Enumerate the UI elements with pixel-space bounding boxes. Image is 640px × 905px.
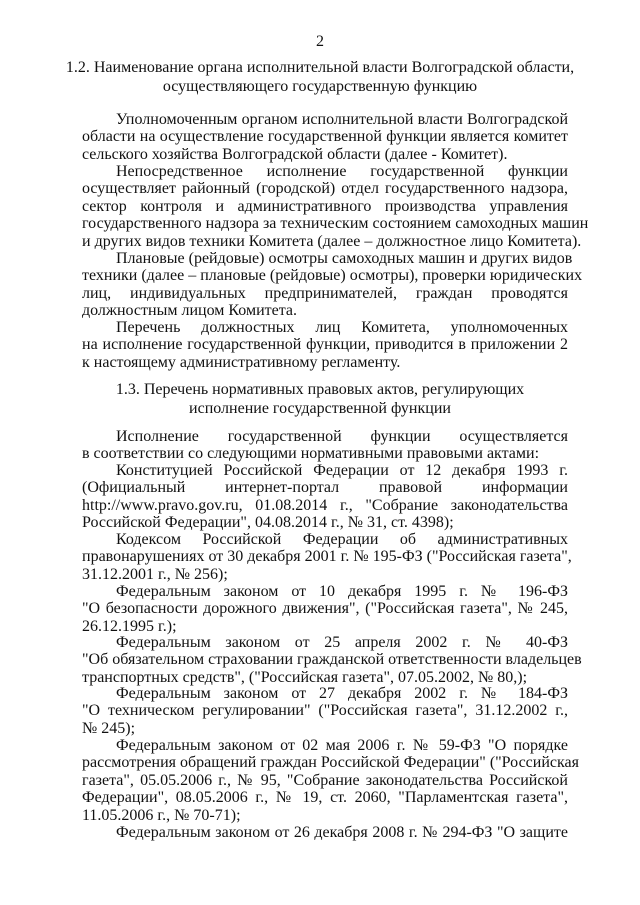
text-line: Федеральным законом от 27 декабря 2002 г. № 184-ФЗ [116,685,568,702]
text-line: 26.12.1995 г.); [82,617,177,635]
text-line: осуществляет районный (городской) отдел государственного надзора, [82,180,568,198]
paragraph-planned-inspections [82,250,583,320]
text-line: лиц, индивидуальных предпринимателей, граждан проводятся [82,284,568,302]
act-road-safety-law [82,583,568,635]
text-line: сектор контроля и административного производства управления [82,197,568,215]
text-line: 31.12.2001 г., № 256); [82,565,228,583]
heading-line: 1.2. Наименование органа исполнительной власти Волгоградской области, [65,59,575,76]
text-line: правонарушениях от 30 декабря 2001 г. № 195-ФЗ ("Российская газета", [82,548,572,566]
text-line: Конституцией Российской Федерации от 12 декабря 1993 г. [116,462,568,479]
text-line: должностным лицом Комитета. [82,302,298,320]
text-line: Плановые (рейдовые) осмотры самоходных машин и других видов [116,250,573,267]
heading-line: осуществляющего государственную функцию [162,78,478,95]
paragraph-officials-list [82,319,568,371]
text-line: Непосредственное исполнение государственной функции [116,163,568,180]
text-line: Кодексом Российской Федерации об административных [116,531,568,548]
section-heading-1-2 [64,58,576,96]
text-line: Федеральным законом от 02 мая 2006 г. № 59-ФЗ "О порядке [116,737,568,754]
act-protection-law [82,824,568,841]
text-line: и других видов техники Комитета (далее – должностное лицо Комитета). [82,232,582,250]
act-technical-regulation-law [82,685,568,737]
text-line: техники (далее – плановые (рейдовые) осмотры), проверки юридических [82,267,583,285]
text-line: транспортных средств", ("Российская газета", 07.05.2002, № 80,); [82,668,528,686]
act-constitution [82,462,568,532]
text-line: "О техническом регулировании" ("Российская газета", 31.12.2002 г., [82,702,568,720]
paragraph-direct-execution [82,163,589,250]
text-line: Уполномоченным органом исполнительной власти Волгоградской [116,111,568,128]
text-line: в соответствии со следующими нормативными правовыми актами: [82,445,540,463]
text-line: газета", 05.05.2006 г., № 95, "Собрание законодательства Российской [82,771,568,789]
act-administrative-code [82,531,572,583]
text-line: Российской Федерации", 04.08.2014 г., № 31, ст. 4398); [82,514,454,532]
text-line: Федеральным законом от 26 декабря 2008 г. № 294-ФЗ "О защите [116,824,568,841]
text-line: Перечень должностных лиц Комитета, уполномоченных [116,319,568,336]
text-line: сельского хозяйства Волгоградской области (далее - Комитет). [82,145,508,163]
text-line: "О безопасности дорожного движения", ("Российская газета", № 245, [82,600,568,618]
text-line: области на осуществление государственной функции является комитет [82,128,568,146]
text-line: Федеральным законом от 10 декабря 1995 г. № 196-ФЗ [116,583,568,600]
text-line: Исполнение государственной функции осуществляется [116,428,568,445]
text-line: (Официальный интернет-портал правовой информации [82,479,568,497]
paragraph-authorized-body [82,111,568,163]
text-line: государственного надзора за техническим состоянием самоходных машин [82,215,589,233]
text-line: Федеральным законом от 25 апреля 2002 г. № 40-ФЗ [116,634,568,651]
text-line: рассмотрения обращений граждан Российской Федерации" ("Российская [82,754,579,772]
act-insurance-law [82,634,582,686]
section-heading-1-3 [64,380,576,418]
paragraph-legal-basis-intro [82,428,568,463]
text-line: к настоящему административному регламенту. [82,353,401,371]
heading-line: 1.3. Перечень нормативных правовых актов, регулирующих [115,381,525,398]
heading-line: исполнение государственной функции [189,400,451,417]
act-citizen-appeals-law [82,737,579,824]
text-line: Федерации", 08.05.2006 г., № 19, ст. 2060, "Парламентская газета", [82,789,568,807]
text-line: 11.05.2006 г., № 70-71); [82,806,241,824]
text-line: № 245); [82,719,136,737]
text-line: на исполнение государственной функции, приводится в приложении 2 [82,336,568,354]
page-number: 2 [316,33,324,50]
text-line: "Об обязательном страховании гражданской ответственности владельцев [82,651,582,669]
text-line: http://www.pravo.gov.ru, 01.08.2014 г., "Собрание законодательства [82,496,568,514]
